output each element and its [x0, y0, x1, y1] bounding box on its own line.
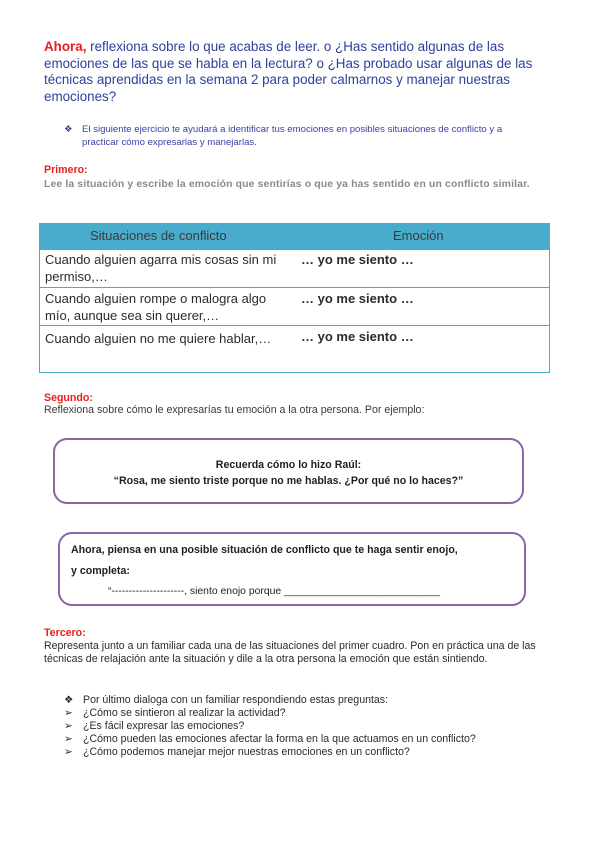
example-box: [53, 438, 524, 504]
intro-bullet-text: El siguiente ejercicio te ayudará a identificar tus emociones en posibles situaciones de conflicto y a practicar cómo expresarlas y manejarlas.: [82, 124, 503, 148]
table-row: [40, 248, 549, 288]
list-item: [64, 694, 524, 707]
primero-description: Lee la situación y escribe la emoción que sentirías o que ya has sentido en un conflicto similar.: [44, 179, 530, 190]
list-item: [64, 733, 524, 746]
list-item-text: ¿Cómo podemos manejar mejor nuestras emociones en un conflicto?: [83, 746, 410, 758]
list-item-text: Por último dialoga con un familiar respondiendo estas preguntas:: [83, 694, 389, 706]
arrow-bullet-icon: ➢: [64, 720, 73, 732]
table-header: [40, 224, 549, 250]
practice-box: [58, 532, 526, 606]
situation-cell: Cuando alguien no me quiere hablar,…: [45, 331, 272, 346]
segundo-description: Reflexiona sobre cómo le expresarías tu emoción a la otra persona. Por ejemplo:: [44, 404, 425, 416]
practice-fill-in-line: “---------------------, siento enojo porque ___________________________: [108, 586, 441, 597]
situation-cell: Cuando alguien rompe o malogra algo mío, aunque sea sin querer,…: [45, 291, 267, 323]
tercero-description: Representa junto a un familiar cada una de las situaciones del primer cuadro. Pon en práctica una de las técnicas de relajación ante la situación y dile a la otra persona la emoción que están sintiendo.: [44, 640, 536, 665]
tercero-title: Tercero:: [44, 627, 86, 639]
situation-cell: Cuando alguien agarra mis cosas sin mi permiso,…: [45, 252, 277, 284]
intro-bullet: [64, 123, 532, 149]
emotion-cell: … yo me siento …: [301, 291, 414, 306]
primero-title: Primero:: [44, 164, 88, 176]
table-row: [40, 325, 549, 372]
arrow-bullet-icon: ➢: [64, 746, 73, 758]
list-item: [64, 720, 524, 733]
arrow-bullet-icon: ➢: [64, 733, 73, 745]
intro-text: reflexiona sobre lo que acabas de leer. o ¿Has sentido algunas de las emociones de las que se habla en la lectura? o ¿Has probado usar algunas de las técnicas aprendidas en la semana 2 para poder calmarnos y manejar nuestras emociones?: [44, 39, 533, 104]
diamond-bullet-icon: ❖: [64, 694, 74, 706]
emotion-cell: … yo me siento …: [301, 252, 414, 267]
table-row: [40, 287, 549, 326]
arrow-bullet-icon: ➢: [64, 707, 73, 719]
list-item-text: ¿Cómo pueden las emociones afectar la forma en la que actuamos en un conflicto?: [83, 733, 476, 745]
header-situations: Situaciones de conflicto: [90, 228, 227, 243]
final-question-list: [64, 694, 524, 759]
segundo-title: Segundo:: [44, 392, 93, 404]
list-item: [64, 707, 524, 720]
diamond-bullet-icon: ❖: [64, 124, 73, 135]
example-heading: Recuerda cómo lo hizo Raúl:: [215, 459, 362, 471]
list-item: [64, 746, 524, 759]
emotion-cell: … yo me siento …: [301, 329, 414, 344]
practice-instruction: Ahora, piensa en una posible situación de conflicto que te haga sentir enojo,: [71, 544, 458, 556]
practice-complete-label: y completa:: [71, 565, 130, 577]
intro-paragraph: [44, 39, 559, 105]
header-emotion: Emoción: [393, 228, 444, 243]
conflict-table: [39, 223, 550, 373]
example-quote: “Rosa, me siento triste porque no me hablas. ¿Por qué no lo haces?”: [113, 475, 464, 487]
intro-lead: Ahora,: [44, 39, 87, 54]
list-item-text: ¿Cómo se sintieron al realizar la actividad?: [83, 707, 286, 719]
list-item-text: ¿Es fácil expresar las emociones?: [83, 720, 245, 732]
